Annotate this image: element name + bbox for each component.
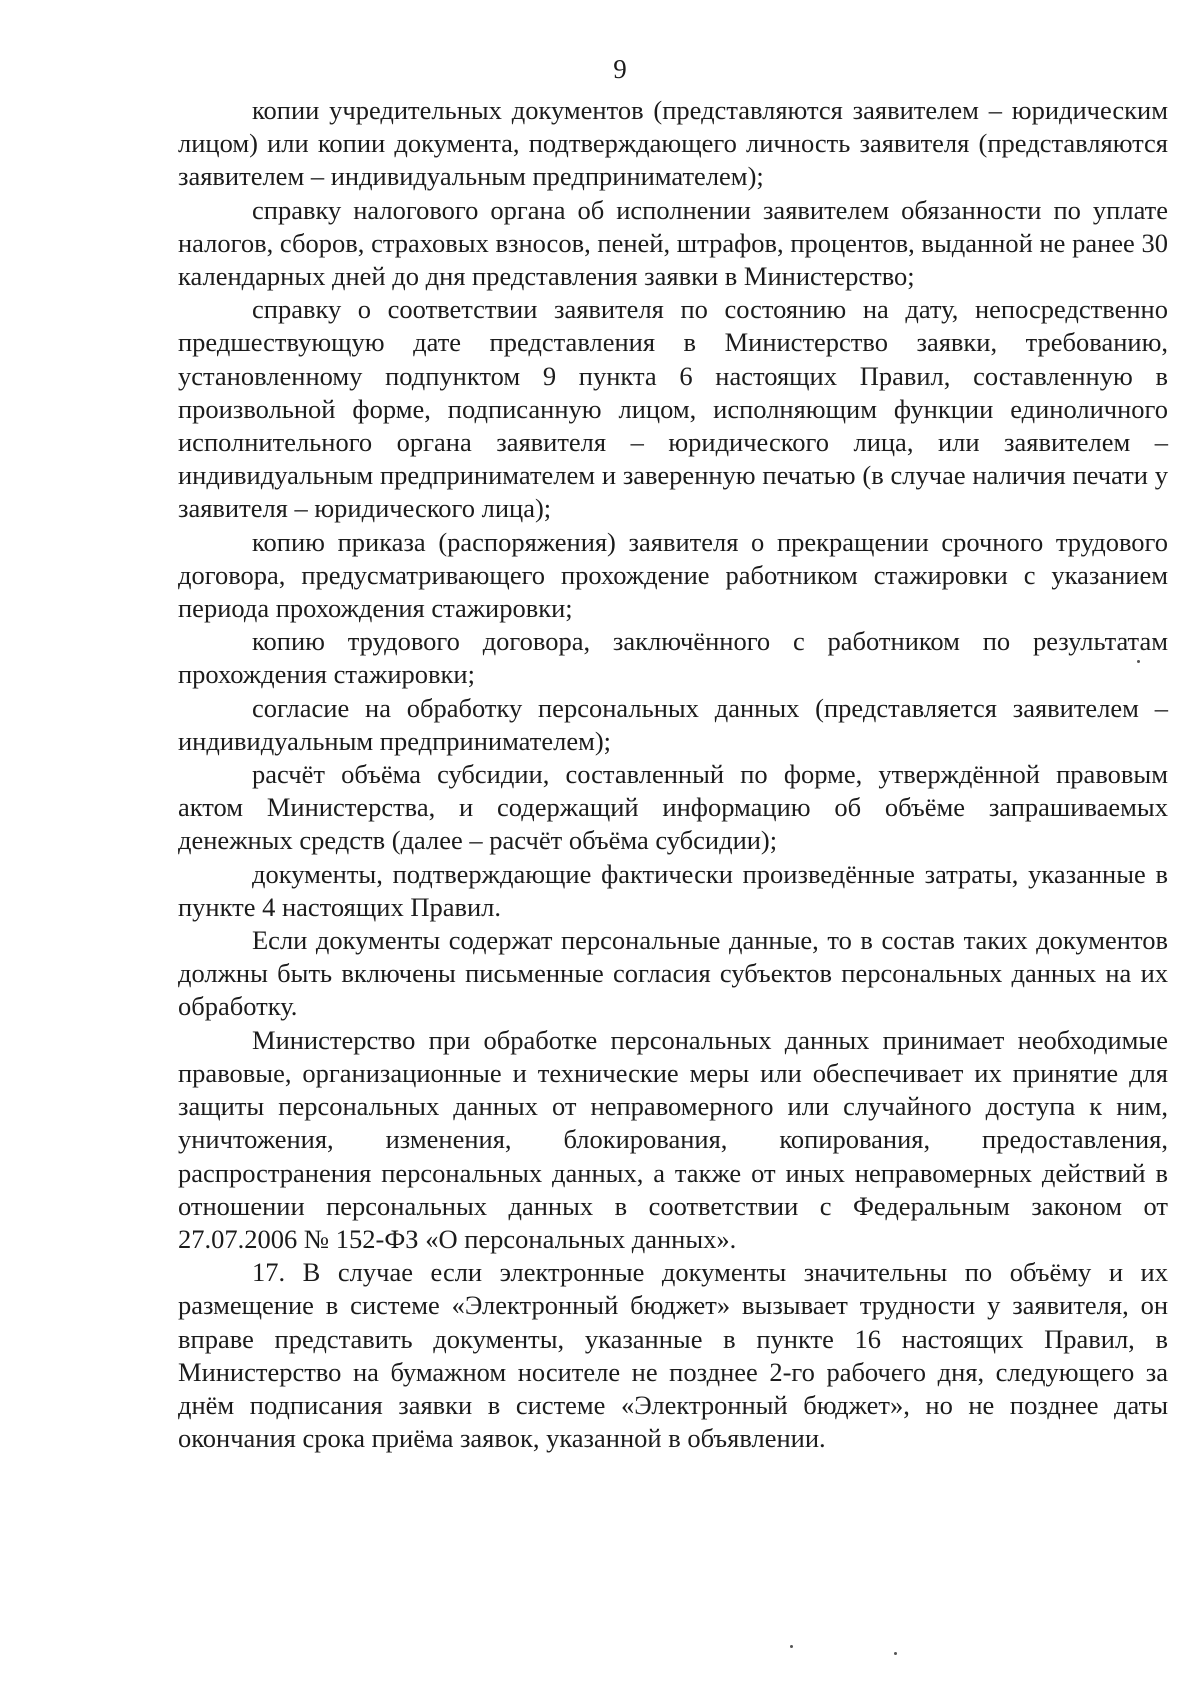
scan-speck bbox=[1137, 660, 1140, 663]
paragraph-termination-order: копию приказа (распоряжения) заявителя о прекращении срочного трудового договора, предусматривающего прохождение работником стажировки с указанием периода прохождения стажировки; bbox=[178, 526, 1168, 624]
paragraph-data-consent: согласие на обработку персональных данных (представляется заявителем – индивидуальным предпринимателем); bbox=[178, 692, 1168, 756]
scan-speck bbox=[790, 1645, 793, 1648]
paragraph-tax-certificate: справку налогового органа об исполнении заявителем обязанности по уплате налогов, сборов, страховых взносов, пеней, штрафов, процентов, выданной не ранее 30 календарных дней до дня представления заявки в Министерство; bbox=[178, 194, 1168, 292]
paragraph-clause-17: 17. В случае если электронные документы значительны по объёму и их размещение в системе «Электронный бюджет» вызывает трудности у заявителя, он вправе представить документы, указанные в пункте 16 настоящих Правил, в Министерство на бумажном носителе не позднее 2-го рабочего дня, следующего за днём подписания заявки в системе «Электронный бюджет», но не позднее даты окончания срока приёма заявок, указанной в объявлении. bbox=[178, 1257, 1168, 1454]
document-body bbox=[178, 94, 1168, 1455]
paragraph-expense-documents: документы, подтверждающие фактически произведённые затраты, указанные в пункте 4 настоящих Правил. bbox=[178, 858, 1168, 922]
paragraph-founding-documents: копии учредительных документов (представляются заявителем – юридическим лицом) или копии документа, подтверждающего личность заявителя (представляются заявителем – индивидуальным предпринимателем); bbox=[178, 95, 1168, 192]
paragraph-personal-data-consents: Если документы содержат персональные данные, то в состав таких документов должны быть включены письменные согласия субъектов персональных данных на их обработку. bbox=[178, 925, 1168, 1022]
paragraph-employment-contract: копию трудового договора, заключённого с работником по результатам прохождения стажировки; bbox=[178, 626, 1168, 690]
paragraph-subsidy-calculation: расчёт объёма субсидии, составленный по форме, утверждённой правовым актом Министерства, и содержащий информацию об объёме запрашиваемых денежных средств (далее – расчёт объёма субсидии); bbox=[178, 759, 1168, 856]
scan-speck bbox=[894, 1652, 897, 1655]
paragraph-ministry-data-protection: Министерство при обработке персональных данных принимает необходимые правовые, организационные и технические меры или обеспечивает их принятие для защиты персональных данных от неправомерного или случайного доступа к ним, уничтожения, изменения, блокирования, копирования, предоставления, распространения персональных данных, а также от иных неправомерных действий в отношении персональных данных в соответствии с Федеральным законом от 27.07.2006 № 152-ФЗ «О персональных данных». bbox=[178, 1024, 1168, 1254]
paragraph-compliance-certificate: справку о соответствии заявителя по состоянию на дату, непосредственно предшествующую дате представления в Министерство заявки, требованию, установленному подпунктом 9 пункта 6 настоящих Правил, составленную в произвольной форме, подписанную лицом, исполняющим функции единоличного исполнительного органа заявителя – юридического лица, или заявителем – индивидуальным предпринимателем и заверенную печатью (в случае наличия печати у заявителя – юридического лица); bbox=[178, 294, 1168, 524]
page-number: 9 bbox=[613, 54, 627, 84]
